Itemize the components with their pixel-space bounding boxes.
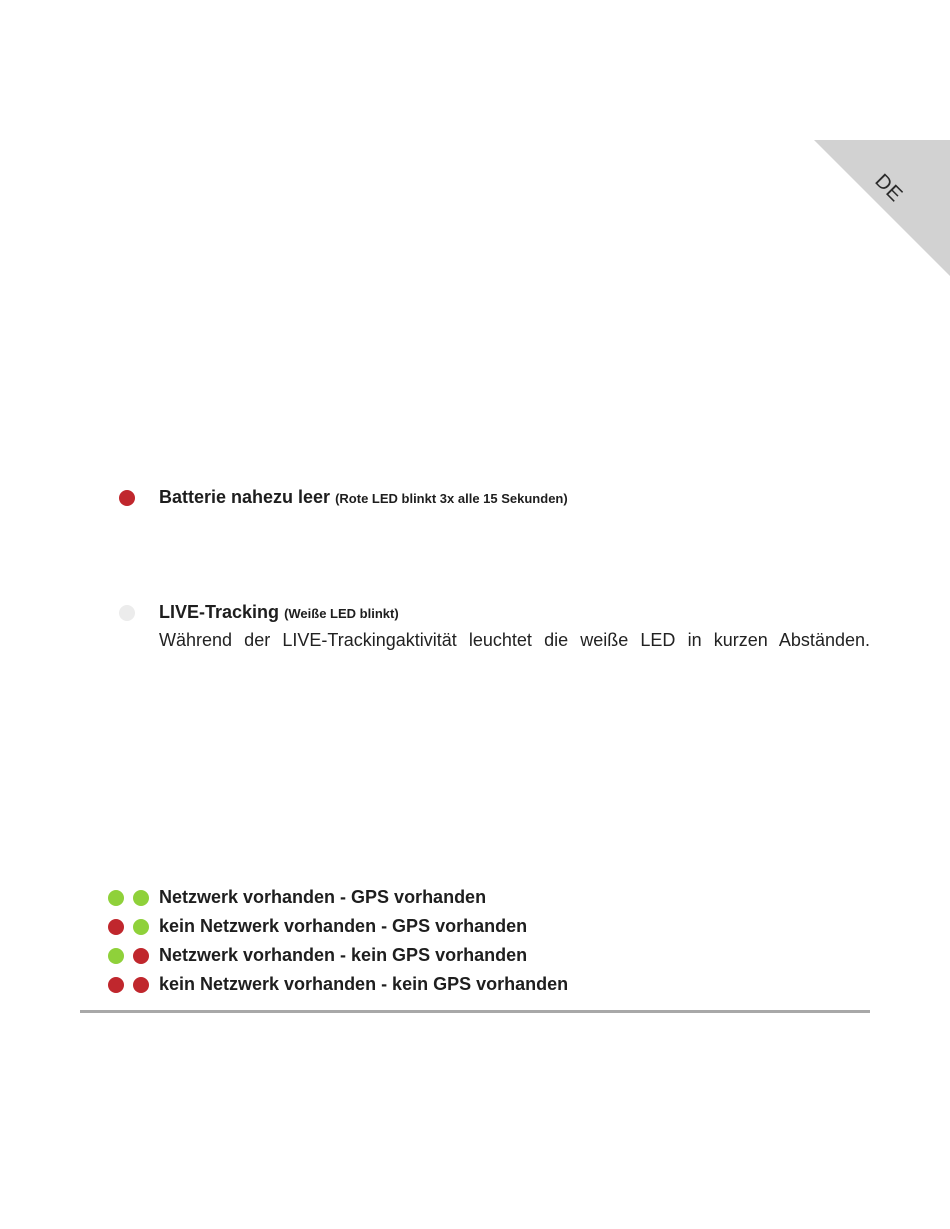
gps-led-icon bbox=[133, 919, 149, 935]
network-led-icon bbox=[108, 890, 124, 906]
battery-note: (Rote LED blinkt 3x alle 15 Sekunden) bbox=[335, 491, 568, 506]
network-led-icon bbox=[108, 977, 124, 993]
white-led-icon bbox=[119, 605, 135, 621]
live-tracking-title: LIVE-Tracking bbox=[159, 602, 280, 622]
status-text: kein Netzwerk vorhanden - GPS vorhanden bbox=[159, 916, 528, 936]
gps-led-icon bbox=[133, 977, 149, 993]
battery-title: Batterie nahezu leer bbox=[159, 487, 331, 507]
live-tracking-note: (Weiße LED blinkt) bbox=[284, 606, 399, 621]
status-text: Netzwerk vorhanden - GPS vorhanden bbox=[159, 887, 487, 907]
live-tracking-description: Während der LIVE-Trackingaktivität leuchtet die weiße LED in kurzen Abständen. bbox=[159, 630, 870, 650]
network-led-icon bbox=[108, 948, 124, 964]
gps-led-icon bbox=[133, 890, 149, 906]
gps-led-icon bbox=[133, 948, 149, 964]
battery-heading bbox=[159, 487, 568, 508]
status-text: kein Netzwerk vorhanden - kein GPS vorhanden bbox=[159, 974, 569, 994]
bottom-divider bbox=[80, 1010, 870, 1013]
red-led-icon bbox=[119, 490, 135, 506]
status-text: Netzwerk vorhanden - kein GPS vorhanden bbox=[159, 945, 528, 965]
language-corner-tab bbox=[814, 140, 950, 276]
live-tracking-heading bbox=[159, 602, 399, 623]
network-led-icon bbox=[108, 919, 124, 935]
language-label: DE bbox=[870, 170, 908, 207]
